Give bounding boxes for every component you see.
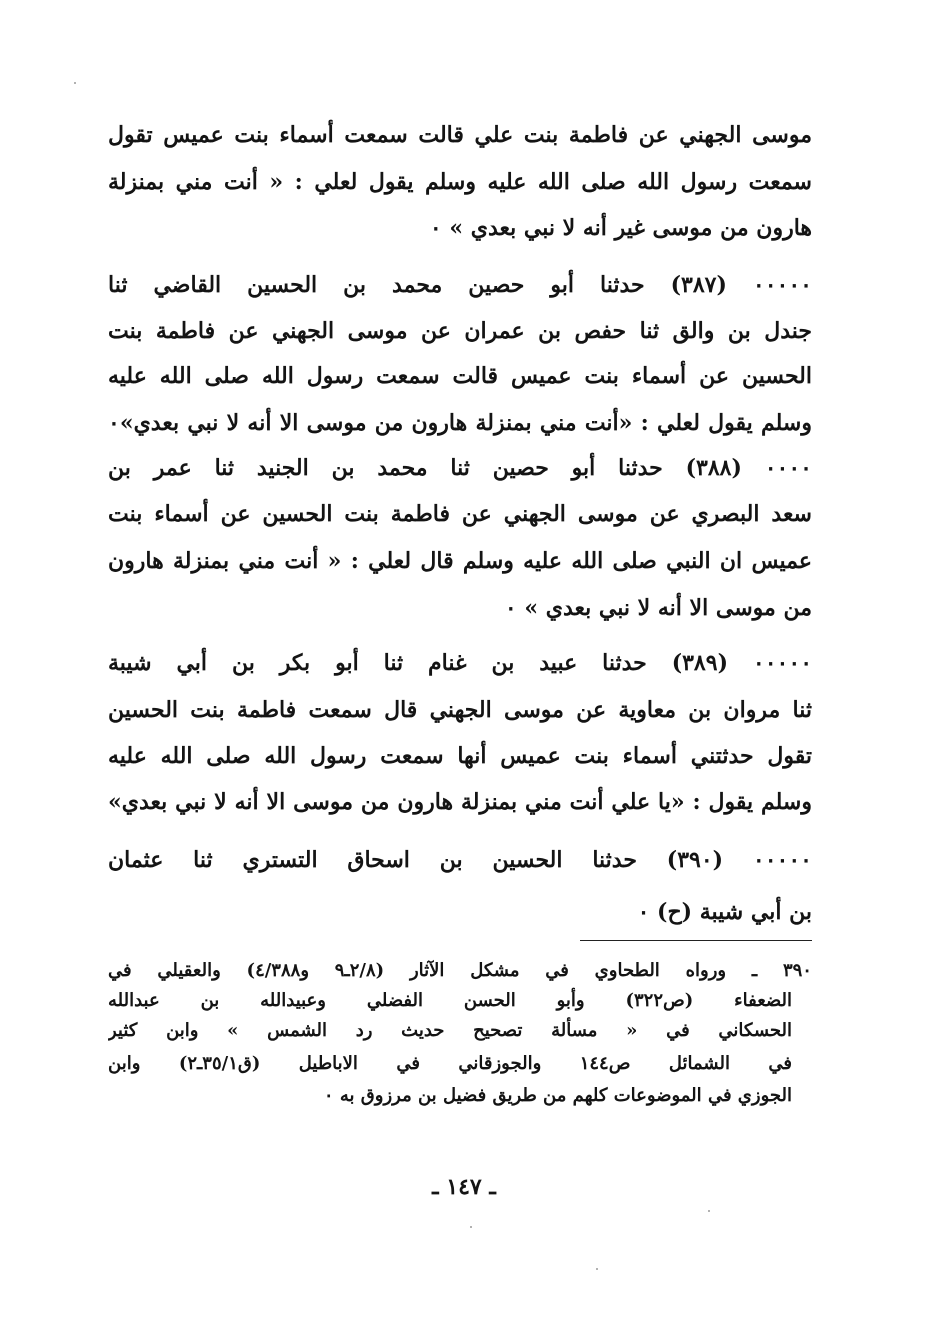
scan-speck	[596, 1268, 598, 1270]
body-line: وسلم يقول لعلي : «أنت مني بمنزلة هارون من موسى الا أنه لا نبي بعدي»٠	[108, 410, 812, 436]
body-line: من موسى الا أنه لا نبي بعدي » ٠	[504, 595, 812, 621]
footnote-line: ٣٩٠ ـ ورواه الطحاوي في مشكل الآثار (٢/٨ـ٩ و٤/٣٨٨) والعقيلي في	[108, 960, 812, 981]
body-line: جندل بن والق ثنا حفص بن عمران عن موسى الجهني عن فاطمة بنت	[108, 318, 812, 344]
body-line: سمعت رسول الله صلى الله عليه وسلم يقول لعلي : « أنت مني بمنزلة	[108, 169, 812, 195]
body-line: الحسين عن أسماء بنت عميس قالت سمعت رسول الله صلى الله عليه	[108, 363, 812, 389]
footnote-line: في الشمائل ص١٤٤ والجوزقاني في الاباطيل (ق٣٥/١ـ٢) وابن	[108, 1053, 792, 1074]
scan-speck	[708, 1210, 710, 1212]
body-line: ٠٠٠٠٠ (٣٨٧) حدثنا أبو حصين محمد بن الحسين القاضي ثنا	[108, 272, 812, 298]
page-number: ـ ١٤٧ ـ	[432, 1174, 496, 1200]
scan-speck	[74, 82, 76, 84]
body-line: بن أبي شيبة (ح) ٠	[637, 899, 812, 925]
body-line: عميس ان النبي صلى الله عليه وسلم قال لعلي : « أنت مني بمنزلة هارون	[108, 548, 812, 574]
footnote-line: الضعفاء (ص٣٢٢) وأبو الحسن الفضلي وعبيدالله بن عبدالله	[108, 990, 792, 1011]
body-line: موسى الجهني عن فاطمة بنت علي قالت سمعت أسماء بنت عميس تقول	[108, 122, 812, 148]
body-line: وسلم يقول : «يا علي أنت مني بمنزلة هارون من موسى الا أنه لا نبي بعدي»	[108, 789, 812, 815]
footnote-separator	[580, 940, 812, 941]
footnote-line: الحسكاني في « مسألة تصحيح حديث رد الشمس » وابن كثير	[108, 1020, 792, 1041]
body-line: هارون من موسى غير أنه لا نبي بعدي » ٠	[429, 215, 812, 241]
body-line: ٠٠٠٠٠ (٣٨٩) حدثنا عبيد بن غنام ثنا أبو بكر بن أبي شيبة	[108, 650, 812, 676]
footnote-line: الجوزي في الموضوعات كلهم من طريق فضيل بن مرزوق به ٠	[323, 1085, 792, 1106]
body-line: ٠٠٠٠ (٣٨٨) حدثنا أبو حصين ثنا محمد بن الجنيد ثنا عمر بن	[108, 455, 812, 481]
body-line: ٠٠٠٠٠ (٣٩٠) حدثنا الحسين بن اسحاق التستري ثنا عثمان	[108, 847, 812, 873]
body-line: ثنا مروان بن معاوية عن موسى الجهني قال سمعت فاطمة بنت الحسين	[108, 697, 812, 723]
body-line: سعد البصري عن موسى الجهني عن فاطمة بنت الحسين عن أسماء بنت	[108, 501, 812, 527]
scan-speck	[470, 1226, 472, 1228]
body-line: تقول حدثتني أسماء بنت عميس أنها سمعت رسول الله صلى الله عليه	[108, 743, 812, 769]
